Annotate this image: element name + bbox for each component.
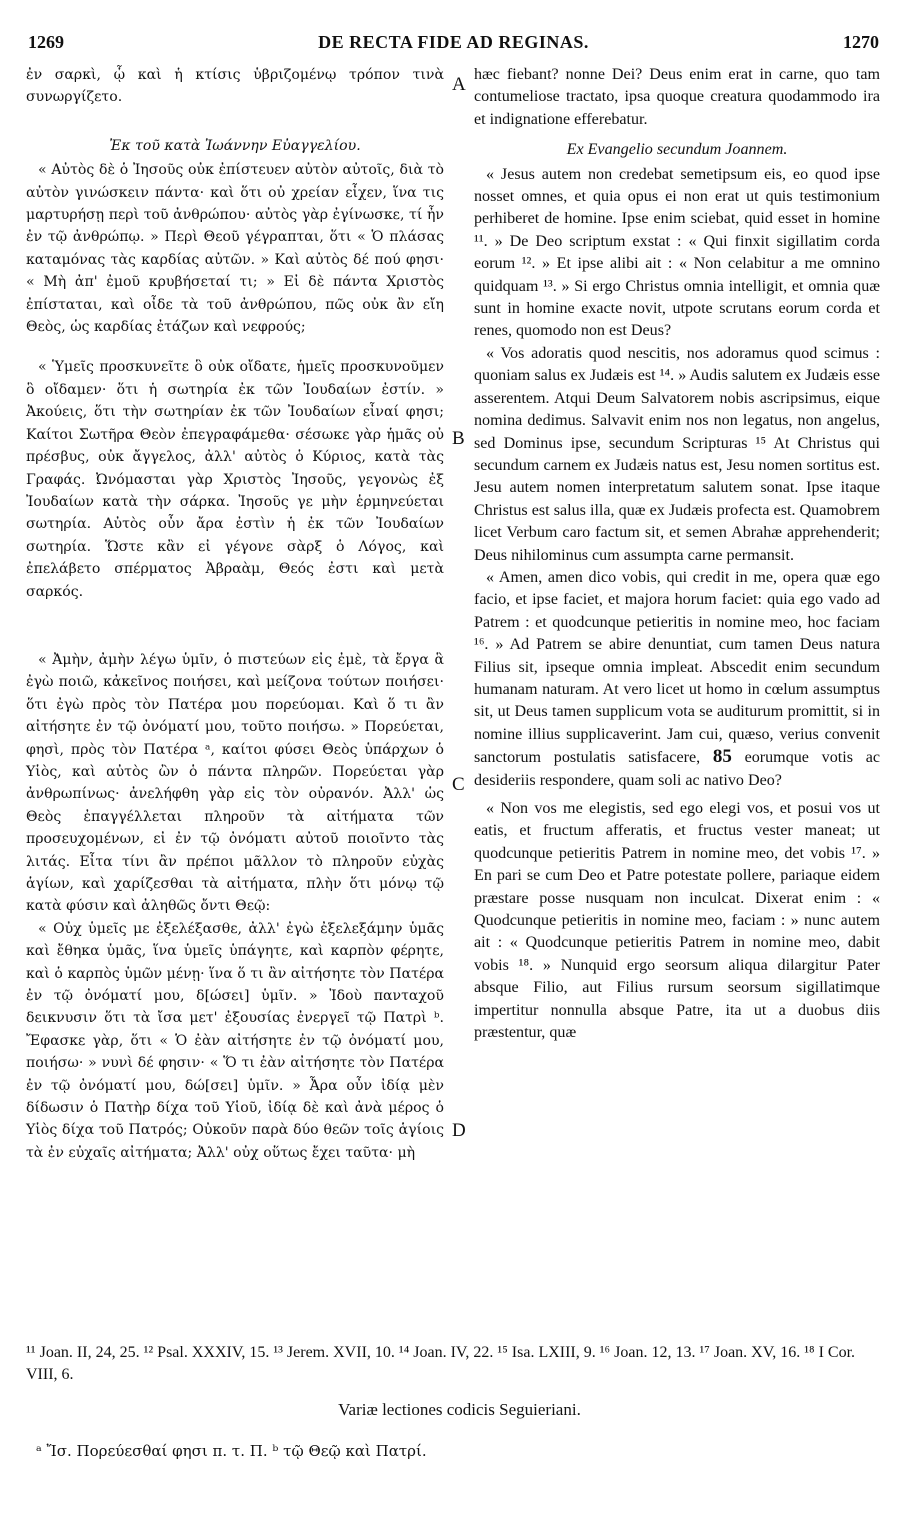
page-number-left: 1269 — [28, 32, 64, 52]
greek-column — [26, 64, 444, 1164]
latin-text: « Amen, amen dico vobis, qui credit in me, opera quæ ego facio, et ipse faciet, et majora horum faciet: quia ego vado ad Patrem : et quodcunque petieritis in nomine meo, hoc faciam ¹⁶. » Ad Patrem se abire denuntiat, cum tamen Deus natura Filius sit, ipseque omnia impleat. Abscedit enim secundum humanam naturam. At vero licet ut homo in cœlum assumptus sit, ut Deus tamen supplicum vota se auditurum promittit, si in nomine illius supplicaverint. Jam cui, quæso, verius convenit sanctorum postulatis satisfacere, — [474, 568, 880, 767]
latin-paragraph: « Vos adoratis quod nescitis, nos adoramus quod scimus : quoniam salus ex Judæis est ¹⁴. » Audis salutem ex Judæis esse asserentem. Atqui Deum Salvatorem nobis ascripsimus, eique nomina dedimus. Salvavit enim nos non legatus, non angelus, sed Dominus ipse, secundum Scripturas ¹⁵ At Christus qui secundum carnem ex Judæis natus est, Jesu nomen sortitus est. Jesu autem nomen interpretatum salutem sonat. Ipse itaque Christus est salus illa, quæ ex Judæis profecta est. Quamobrem licet Verbum caro factum sit, et semen Abrahæ apprehenderit; Deus nihilominus cum assumpta carne permansit. — [474, 344, 880, 564]
running-title: DE RECTA FIDE AD REGINAS. — [318, 32, 589, 52]
greek-paragraph: « Οὐχ ὑμεῖς με ἐξελέξασθε, ἀλλ' ἐγὼ ἐξελεξάμην ὑμᾶς καὶ ἔθηκα ὑμᾶς, ἵνα ὑμεῖς ὑπάγητε, καὶ καρπὸν φέρητε, καὶ ὁ καρπὸς ὑμῶν μένῃ· ἵνα ὅ τι ἂν αἰτήσητε τὸν Πατέρα ἐν τῷ ὀνόματί μου, δ[ώσει] ὑμῖν. » Ἰδοὺ πανταχοῦ δεικνυσιν ὅτι τὰ ἴσα μετ' ἐξουσίας ἐνεργεῖ τῷ Πατρὶ ᵇ. Ἔφασκε γὰρ, ὅτι « Ὁ ἐὰν αἰτήσητε ἐν τῷ ὀνόματί μου, ποιήσω· » νυνὶ δέ φησιν· « Ὅ τι ἐὰν αἰτήσητε τὸν Πατέρα ἐν τῷ ὀνόματί μου, δώ[σει] ὑμῖν. » Ἆρα οὖν ἰδίᾳ μὲν δίδωσιν ὁ Πατὴρ δίχα τοῦ Υἱοῦ, ἰδίᾳ δὲ καὶ ἀνὰ μέρος ὁ Υἱὸς δίχα τοῦ Πατρός; Οὐκοῦν παρὰ δύο θεῶν τοῖς ἁγίοις τὰ ἐν εὐχαῖς αἰτήματα; Ἀλλ' οὐχ οὕτως ἔχει ταῦτα· μὴ — [26, 920, 444, 1161]
greek-paragraph: « Αὐτὸς δὲ ὁ Ἰησοῦς οὐκ ἐπίστευεν αὐτὸν αὐτοῖς, διὰ τὸ αὐτὸν γινώσκειν πάντα· καὶ ὅτι οὐ χρείαν εἶχεν, ἵνα τις μαρτυρήσῃ περὶ τοῦ ἀνθρώπου· αὐτὸς γὰρ ἐγίνωσκε, τί ἦν ἐν τῷ ἀνθρώπῳ. » Περὶ Θεοῦ γέγραπται, ὅτι « Ὁ πλάσας καταμόνας τὰς καρδίας αὐτῶν. » Καὶ αὐτὸς δέ πού φησι· « Μὴ ἀπ' ἐμοῦ κρυβήσεταί τι; » Εἰ δὲ πάντα Χριστὸς ἐπίσταται, καὶ οἶδε τὰ τοῦ ἀνθρώπου, πῶς οὐκ ἂν εἴη Θεὸς, ὡς καρδίας ἐτάζων καὶ νεφρούς; — [26, 162, 444, 336]
running-header — [28, 32, 879, 56]
latin-text: eorumque votis ac desideriis respondere, quam soli ac nativo Deo? — [474, 749, 880, 789]
margin-marker-b: B — [452, 428, 465, 449]
margin-marker-c: C — [452, 774, 465, 795]
footnotes: ¹¹ Joan. II, 24, 25. ¹² Psal. XXXIV, 15. ¹³ Jerem. XVII, 10. ¹⁴ Joan. IV, 22. ¹⁵ Isa. LXIII, 9. ¹⁶ Joan. 12, 13. ¹⁷ Joan. XV, 16. ¹⁸ I Cor. VIII, 6. — [26, 1344, 856, 1383]
latin-section-heading: Ex Evangelio secundum Joannem. — [566, 141, 788, 159]
latin-column — [474, 64, 880, 1044]
margin-column-number: 85 — [712, 746, 732, 768]
variant-readings: ᵃ Ἴσ. Πορεύεσθαί φησι π. τ. Π. ᵇ τῷ Θεῷ καὶ Πατρί. — [36, 1442, 427, 1460]
margin-marker-a: A — [452, 74, 466, 95]
greek-paragraph: « Ὑμεῖς προσκυνεῖτε ὃ οὐκ οἴδατε, ἡμεῖς προσκυνοῦμεν ὃ οἴδαμεν· ὅτι ἡ σωτηρία ἐκ τῶν Ἰουδαίων ἐστίν. » Ἀκούεις, ὅτι τὴν σωτηρίαν ἐκ τῶν Ἰουδαίων εἶναί φησι; Καίτοι Σωτῆρα Θεὸν ἐπεγραφάμεθα· σέσωκε γὰρ ἡμᾶς οὐ πρέσβυς, οὐκ ἄγγελος, ἀλλ' αὐτὸς ὁ Κύριος, κατὰ τὰς Γραφάς. Ὠνόμασται γὰρ Χριστὸς Ἰησοῦς, γεγονὼς ἐξ Ἰουδαίων κατὰ τὴν σάρκα. Ἰησοῦς γε μὴν ἑρμηνεύεται σωτηρία. Αὐτὸς οὖν ἄρα ἐστὶν ἡ ἐκ τῶν Ἰουδαίων σωτηρία. Ὥστε κἂν εἰ γέγονε σὰρξ ὁ Λόγος, καὶ ἐπελάβετο σπέρματος Ἀβραὰμ, Θεός ἐστι καὶ μετὰ σαρκός. — [26, 359, 444, 600]
latin-paragraph: « Non vos me elegistis, sed ego elegi vos, et posui vos ut eatis, et fructum afferatis, et fructus vester maneat; ut quodcunque petieritis Patrem in nomine meo, det vobis ¹⁷. » En pari se cum Deo et Patre potestate pollere, pariaque eidem præstare posse nusquam non inculcat. Dixerat enim : « Quodcunque petieritis in nomine meo, faciam : » nunc autem ait : « Quodcunque petieritis Patrem in nomine meo, dabit vobis ¹⁸. » Nunquid ergo seorsum aliqua dilargitur Pater absque Filio, aut Filius rursum seorsum sigillatimque impertitur nonnulla absque Patre, ita ut a duobus diis præstentur, quæ — [474, 800, 880, 1042]
margin-marker-d: D — [452, 1120, 466, 1141]
variant-readings-title: Variæ lectiones codicis Seguieriani. — [338, 1400, 581, 1419]
greek-paragraph: « Ἀμὴν, ἀμὴν λέγω ὑμῖν, ὁ πιστεύων εἰς ἐμὲ, τὰ ἔργα ἃ ἐγὼ ποιῶ, κἀκεῖνος ποιήσει, καὶ μείζονα τούτων ποιήσει· ὅτι ἐγὼ πρὸς τὸν Πατέρα μου πορεύομαι. Καὶ ὅ τι ἂν αἰτήσητε ἐν τῷ ὀνόματί μου, τοῦτο ποιήσω. » Πορεύεται, φησὶ, πρὸς τὸν Πατέρα ᵃ, καίτοι φύσει Θεὸς ὑπάρχων ὁ Υἱὸς, καὶ αὐτὸς ὢν ὁ πάντα πληρῶν. Πορεύεται γὰρ ἀνθρωπίνως· ἀνελήφθη γὰρ εἰς τὸν οὐρανόν. Ἀλλ' ὡς Θεὸς ἐπαγγέλλεται πληροῦν τὰ αἰτήματα τῶν προσευχομένων, εἰ ἐν τῷ ὀνόματι αὐτοῦ ποιοῖντο τὰς λιτάς. Εἶτα τίνι ἂν πρέποι μᾶλλον τὸ πληροῦν εὐχὰς ἁγίων, καὶ χαρίζεσθαι τὰ αἰτήματα, πλὴν ὅτι μόνῳ τῷ κατὰ φύσιν καὶ ἀληθῶς ὄντι Θεῷ: — [26, 651, 444, 915]
latin-paragraph: « Jesus autem non credebat semetipsum eis, eo quod ipse nosset omnes, et quia opus ei non erat ut quis testimonium perhiberet de homine. Ipse enim sciebat, quid esset in homine ¹¹. » De Deo scriptum exstat : « Qui finxit sigillatim corda eorum ¹². » Et ipse alibi ait : « Non celabitur a me omnino quidquam ¹³. » Si ergo Christus omnia intelligit, et omnia quæ sunt in homine exacte novit, utpote scrutans eorum corda et renes, quomodo non est Deus? — [474, 165, 880, 340]
latin-paragraph — [474, 567, 880, 792]
latin-paragraph: hæc fiebant? nonne Dei? Deus enim erat in carne, quo tam contumeliose tractato, ipsa quoque creatura quodammodo ira et indignatione efferebatur. — [474, 66, 880, 128]
greek-section-heading: Ἐκ τοῦ κατὰ Ἰωάννην Εὐαγγελίου. — [109, 137, 361, 154]
greek-paragraph: ἐν σαρκὶ, ᾧ καὶ ἡ κτίσις ὑβριζομένῳ τρόπον τινὰ συνωργίζετο. — [26, 67, 444, 106]
page-number-right: 1270 — [843, 32, 879, 52]
